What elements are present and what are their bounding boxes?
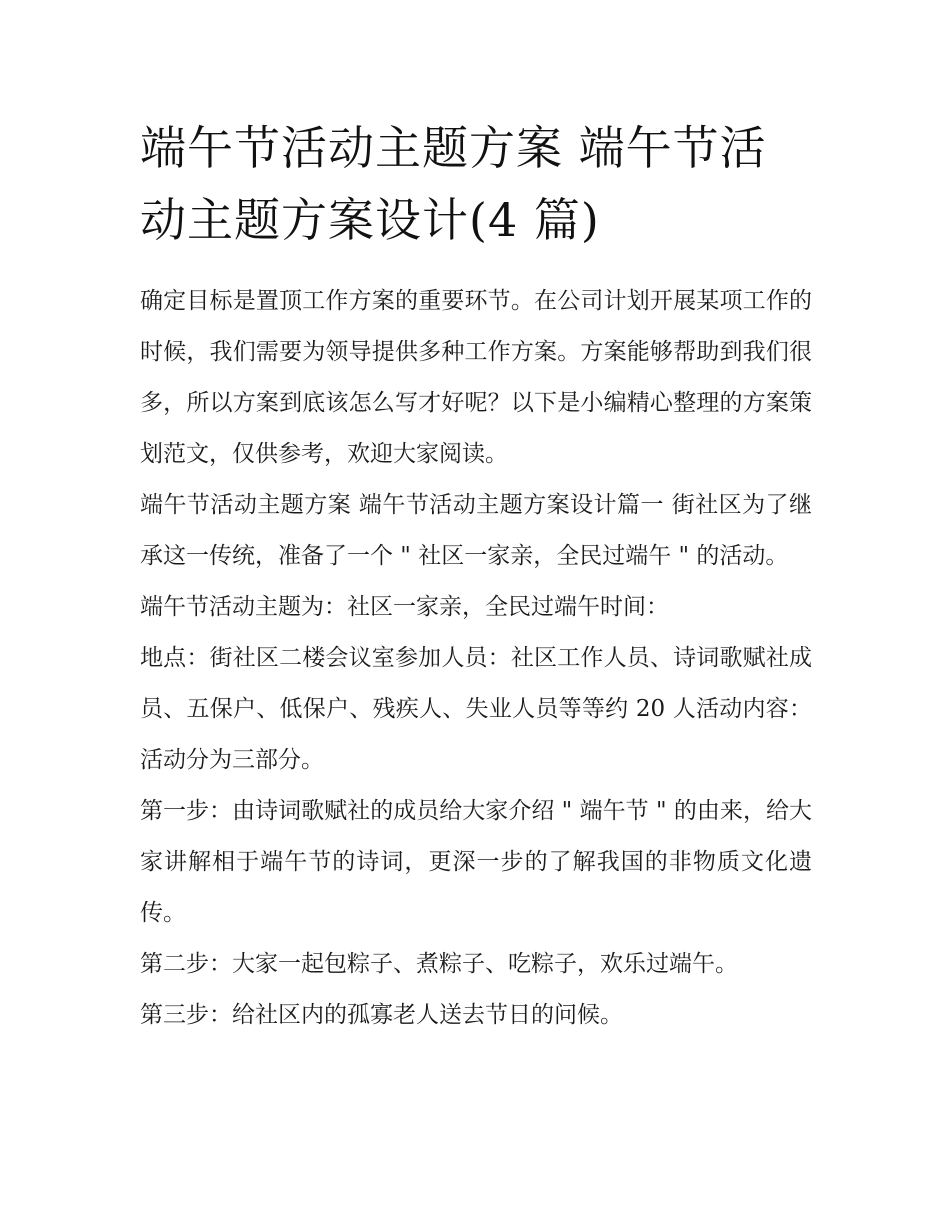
paragraph-step-one: 第一步：由诗词歌赋社的成员给大家介绍 " 端午节 " 的由来，给大家讲解相于端午节的诗词，更深一步的了解我国的非物质文化遗传。 (140, 798, 812, 926)
paragraph-step-two: 第二步：大家一起包粽子、煮粽子、吃粽子，欢乐过端午。 (140, 951, 738, 977)
document-body (140, 112, 812, 1041)
document-title: 端午节活动主题方案 端午节活动主题方案设计(4 篇) (140, 121, 767, 247)
paragraph-theme: 端午节活动主题为：社区一家亲，全民过端午时间： (140, 594, 669, 620)
paragraph-step-three: 第三步：给社区内的孤寡老人送去节日的问候。 (140, 1002, 623, 1028)
paragraph-intro: 确定目标是置顶工作方案的重要环节。在公司计划开展某项工作的时候，我们需要为领导提供多种工作方案。方案能够帮助到我们很多，所以方案到底该怎么写才好呢？以下是小编精心整理的方案策划范文，仅供参考，欢迎大家阅读。 (140, 288, 812, 467)
paragraph-plan-one: 端午节活动主题方案 端午节活动主题方案设计篇一 街社区为了继承这一传统，准备了一个 " 社区一家亲，全民过端午 " 的活动。 (140, 492, 812, 569)
paragraph-location: 地点：街社区二楼会议室参加人员：社区工作人员、诗词歌赋社成员、五保户、低保户、残疾人、失业人员等等约 20 人活动内容：活动分为三部分。 (140, 645, 812, 773)
